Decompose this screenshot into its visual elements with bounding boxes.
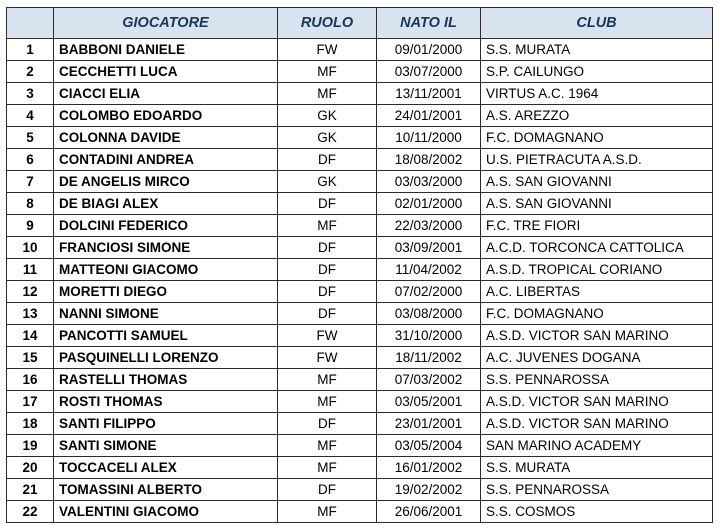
- player-club: S.S. MURATA: [481, 39, 713, 61]
- roster-container: [6, 7, 713, 523]
- row-number: 9: [7, 215, 54, 237]
- player-name: RASTELLI THOMAS: [54, 369, 278, 391]
- player-name: CIACCI ELIA: [54, 83, 278, 105]
- player-name: SANTI SIMONE: [54, 435, 278, 457]
- player-club: A.S. AREZZO: [481, 105, 713, 127]
- player-name: ROSTI THOMAS: [54, 391, 278, 413]
- player-name: MATTEONI GIACOMO: [54, 259, 278, 281]
- table-row: [7, 61, 713, 83]
- row-number: 2: [7, 61, 54, 83]
- player-birthdate: 03/08/2000: [377, 303, 481, 325]
- player-name: PASQUINELLI LORENZO: [54, 347, 278, 369]
- player-club: S.P. CAILUNGO: [481, 61, 713, 83]
- player-name: SANTI FILIPPO: [54, 413, 278, 435]
- player-role: DF: [278, 479, 377, 501]
- table-row: [7, 127, 713, 149]
- player-club: S.S. MURATA: [481, 457, 713, 479]
- table-row: [7, 435, 713, 457]
- player-name: COLONNA DAVIDE: [54, 127, 278, 149]
- row-number: 8: [7, 193, 54, 215]
- row-number: 20: [7, 457, 54, 479]
- player-role: MF: [278, 83, 377, 105]
- player-club: F.C. DOMAGNANO: [481, 303, 713, 325]
- player-club: A.S. SAN GIOVANNI: [481, 171, 713, 193]
- row-number: 13: [7, 303, 54, 325]
- player-birthdate: 07/03/2002: [377, 369, 481, 391]
- header-club: CLUB: [481, 8, 713, 39]
- player-birthdate: 09/01/2000: [377, 39, 481, 61]
- player-name: FRANCIOSI SIMONE: [54, 237, 278, 259]
- player-name: VALENTINI GIACOMO: [54, 501, 278, 523]
- player-birthdate: 10/11/2000: [377, 127, 481, 149]
- player-role: DF: [278, 303, 377, 325]
- player-name: NANNI SIMONE: [54, 303, 278, 325]
- player-birthdate: 07/02/2000: [377, 281, 481, 303]
- table-row: [7, 457, 713, 479]
- row-number: 3: [7, 83, 54, 105]
- player-role: MF: [278, 501, 377, 523]
- table-row: [7, 39, 713, 61]
- table-row: [7, 237, 713, 259]
- table-row: [7, 413, 713, 435]
- player-role: GK: [278, 127, 377, 149]
- row-number: 18: [7, 413, 54, 435]
- player-name: TOCCACELI ALEX: [54, 457, 278, 479]
- player-birthdate: 03/05/2001: [377, 391, 481, 413]
- row-number: 19: [7, 435, 54, 457]
- table-row: [7, 259, 713, 281]
- player-club: F.C. DOMAGNANO: [481, 127, 713, 149]
- roster-table: [6, 7, 713, 523]
- player-role: DF: [278, 413, 377, 435]
- player-birthdate: 19/02/2002: [377, 479, 481, 501]
- table-row: [7, 193, 713, 215]
- row-number: 10: [7, 237, 54, 259]
- table-row: [7, 325, 713, 347]
- player-club: A.S.D. VICTOR SAN MARINO: [481, 413, 713, 435]
- player-birthdate: 18/11/2002: [377, 347, 481, 369]
- player-birthdate: 26/06/2001: [377, 501, 481, 523]
- player-club: U.S. PIETRACUTA A.S.D.: [481, 149, 713, 171]
- player-club: A.C. LIBERTAS: [481, 281, 713, 303]
- table-row: [7, 281, 713, 303]
- player-name: CECCHETTI LUCA: [54, 61, 278, 83]
- player-name: COLOMBO EDOARDO: [54, 105, 278, 127]
- header-number: [7, 8, 54, 39]
- row-number: 6: [7, 149, 54, 171]
- player-role: FW: [278, 325, 377, 347]
- player-club: A.S.D. TROPICAL CORIANO: [481, 259, 713, 281]
- player-birthdate: 03/09/2001: [377, 237, 481, 259]
- table-row: [7, 149, 713, 171]
- player-club: A.C. JUVENES DOGANA: [481, 347, 713, 369]
- player-birthdate: 03/05/2004: [377, 435, 481, 457]
- row-number: 1: [7, 39, 54, 61]
- table-row: [7, 215, 713, 237]
- player-role: GK: [278, 105, 377, 127]
- player-role: MF: [278, 215, 377, 237]
- player-birthdate: 23/01/2001: [377, 413, 481, 435]
- table-row: [7, 501, 713, 523]
- roster-body: [7, 39, 713, 523]
- player-role: MF: [278, 457, 377, 479]
- row-number: 7: [7, 171, 54, 193]
- player-birthdate: 24/01/2001: [377, 105, 481, 127]
- player-name: DE BIAGI ALEX: [54, 193, 278, 215]
- player-name: DE ANGELIS MIRCO: [54, 171, 278, 193]
- player-name: MORETTI DIEGO: [54, 281, 278, 303]
- player-role: DF: [278, 259, 377, 281]
- player-birthdate: 03/03/2000: [377, 171, 481, 193]
- player-club: S.S. COSMOS: [481, 501, 713, 523]
- player-club: A.S. SAN GIOVANNI: [481, 193, 713, 215]
- player-name: CONTADINI ANDREA: [54, 149, 278, 171]
- player-role: MF: [278, 435, 377, 457]
- row-number: 5: [7, 127, 54, 149]
- row-number: 16: [7, 369, 54, 391]
- table-row: [7, 479, 713, 501]
- header-player: GIOCATORE: [54, 8, 278, 39]
- player-role: MF: [278, 369, 377, 391]
- player-club: A.S.D. VICTOR SAN MARINO: [481, 325, 713, 347]
- player-club: F.C. TRE FIORI: [481, 215, 713, 237]
- header-birthdate: NATO IL: [377, 8, 481, 39]
- row-number: 17: [7, 391, 54, 413]
- row-number: 21: [7, 479, 54, 501]
- player-role: DF: [278, 281, 377, 303]
- table-row: [7, 369, 713, 391]
- player-name: BABBONI DANIELE: [54, 39, 278, 61]
- row-number: 12: [7, 281, 54, 303]
- player-birthdate: 13/11/2001: [377, 83, 481, 105]
- player-role: MF: [278, 391, 377, 413]
- table-row: [7, 171, 713, 193]
- header-role: RUOLO: [278, 8, 377, 39]
- player-role: FW: [278, 347, 377, 369]
- player-name: PANCOTTI SAMUEL: [54, 325, 278, 347]
- table-row: [7, 83, 713, 105]
- row-number: 4: [7, 105, 54, 127]
- header-row: [7, 8, 713, 39]
- table-row: [7, 391, 713, 413]
- player-birthdate: 02/01/2000: [377, 193, 481, 215]
- table-row: [7, 105, 713, 127]
- player-birthdate: 16/01/2002: [377, 457, 481, 479]
- player-club: A.S.D. VICTOR SAN MARINO: [481, 391, 713, 413]
- player-role: DF: [278, 149, 377, 171]
- player-club: S.S. PENNAROSSA: [481, 369, 713, 391]
- player-birthdate: 11/04/2002: [377, 259, 481, 281]
- player-birthdate: 03/07/2000: [377, 61, 481, 83]
- player-club: S.S. PENNAROSSA: [481, 479, 713, 501]
- player-role: GK: [278, 171, 377, 193]
- row-number: 15: [7, 347, 54, 369]
- player-role: DF: [278, 193, 377, 215]
- row-number: 14: [7, 325, 54, 347]
- player-name: TOMASSINI ALBERTO: [54, 479, 278, 501]
- player-role: FW: [278, 39, 377, 61]
- player-club: SAN MARINO ACADEMY: [481, 435, 713, 457]
- player-birthdate: 18/08/2002: [377, 149, 481, 171]
- table-row: [7, 303, 713, 325]
- player-role: MF: [278, 61, 377, 83]
- player-birthdate: 22/03/2000: [377, 215, 481, 237]
- table-row: [7, 347, 713, 369]
- player-club: VIRTUS A.C. 1964: [481, 83, 713, 105]
- row-number: 11: [7, 259, 54, 281]
- player-club: A.C.D. TORCONCA CATTOLICA: [481, 237, 713, 259]
- player-name: DOLCINI FEDERICO: [54, 215, 278, 237]
- player-birthdate: 31/10/2000: [377, 325, 481, 347]
- player-role: DF: [278, 237, 377, 259]
- row-number: 22: [7, 501, 54, 523]
